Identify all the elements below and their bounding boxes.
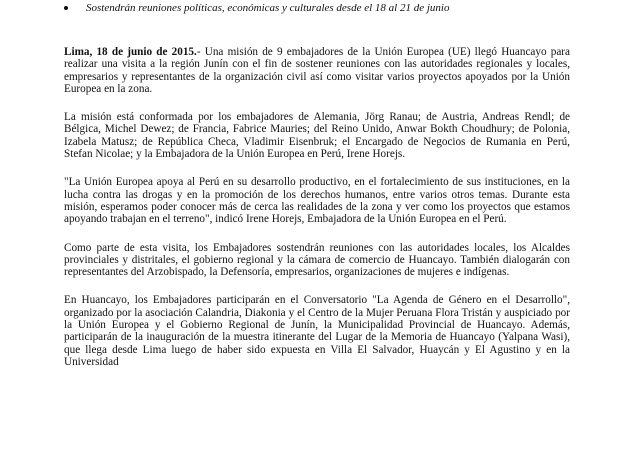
paragraph-5: En Huancayo, los Embajadores participarán en el Conversatorio "La Agenda de Género en el Desarrollo", organizado por la asociación Calandria, Diakonia y el Centro de la Mujer Peruana Flora Tristán y auspiciado por la Unión Europea y el Gobierno Regional de Junín, la Municipalidad Provincial de Huancayo. Además, participarán de la inauguración de la muestra itinerante del Lugar de la Memoria de Huancayo (Yalpana Wasi), que llega desde Lima luego de haber sido expuesta en Villa El Salvador, Huaycán y El Agustino y en la Universidad <box>64 294 570 368</box>
document-body <box>64 46 570 384</box>
paragraph-4: Como parte de esta visita, los Embajadores sostendrán reuniones con las autoridades locales, los Alcaldes provinciales y distritales, el gobierno regional y la cámara de comercio de Huancayo. También dialogarán con representantes del Arzobispado, la Defensoría, empresarios, organizaciones de mujeres e indígenas. <box>64 241 570 279</box>
bullet-dot-icon <box>64 6 68 10</box>
paragraph-1 <box>64 46 570 95</box>
paragraph-3: "La Unión Europea apoya al Perú en su desarrollo productivo, en el fortalecimiento de sus instituciones, en la lucha contra las drogas y en la promoción de los derechos humanos, entre varios otros temas. Durante esta misión, esperamos poder conocer más de cerca las realidades de la zona y ver como los proyectos que estamos apoyando trabajan en el terreno", indicó Irene Horejs, Embajadora de la Unión Europea en el Perú. <box>64 176 570 226</box>
subtitle-text: Sostendrán reuniones políticas, económicas y culturales desde el 18 al 21 de junio <box>86 2 450 14</box>
paragraph-1-text: - Una misión de 9 embajadores de la Unión Europea (UE) llegó Huancayo para realizar una visita a la región Junín con el fin de sostener reuniones con las autoridades regionales y locales, empresarios y representantes de la organización civil así como visitar varios proyectos apoyados por la Unión Europea en la zona. <box>64 46 570 95</box>
subtitle-bullet <box>64 2 604 14</box>
paragraph-2: La misión está conformada por los embajadores de Alemania, Jörg Ranau; de Austria, Andreas Rendl; de Bélgica, Michel Dewez; de Francia, Fabrice Mauries; del Reino Unido, Anwar Bokth Choudhury; de Polonia, Izabela Matusz; de República Checa, Vladimir Eisenbruk; el Encargado de Negocios de Rumania en Perú, Stefan Nicolae; y la Embajadora de la Unión Europea en Perú, Irene Horejs. <box>64 111 570 161</box>
dateline: Lima, 18 de junio de 2015. <box>64 46 197 58</box>
